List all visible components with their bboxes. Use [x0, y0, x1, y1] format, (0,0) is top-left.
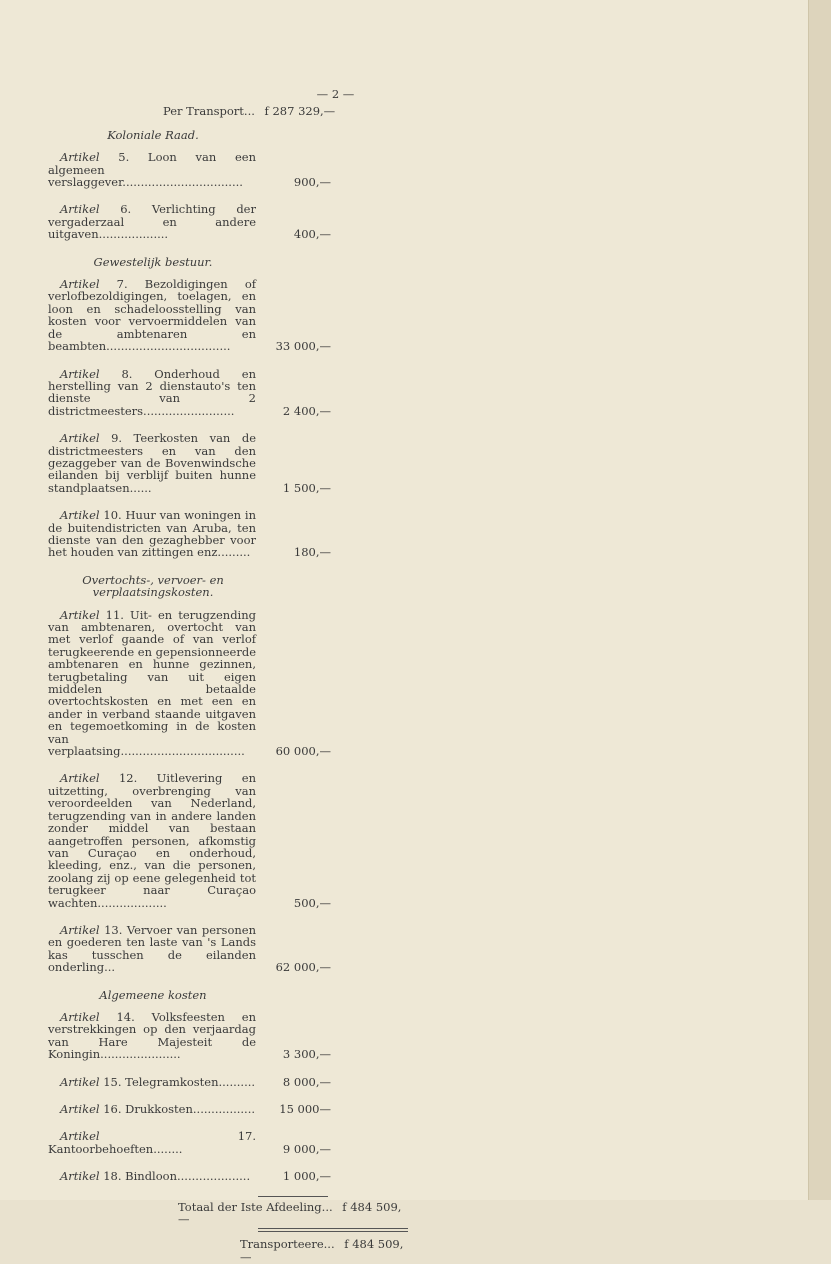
transporteere-label: Transporteere... — [240, 1237, 335, 1252]
article-amount: 2 400,— — [282, 403, 331, 418]
per-transport-line — [163, 105, 408, 117]
article-entry — [48, 1129, 331, 1156]
article-entry — [48, 922, 331, 975]
article-text — [48, 1170, 256, 1182]
article-entry — [48, 607, 331, 759]
article-label: Artikel — [60, 922, 100, 937]
article-label: Artikel — [60, 277, 100, 292]
article-text — [48, 432, 256, 494]
article-body: 14. Volksfeesten en verstrekkingen op den verjaardag van Hare Majesteit de Koningin...................... — [48, 1009, 257, 1062]
article-entry — [48, 1169, 331, 1184]
article-text — [48, 772, 256, 908]
per-transport-amount: f 287 329,— — [264, 104, 336, 119]
article-label: Artikel — [60, 1102, 100, 1116]
article-entry — [48, 431, 331, 495]
article-amount: 8 000,— — [282, 1074, 331, 1089]
page-number: — 2 — — [316, 87, 355, 101]
article-text — [48, 609, 256, 758]
article-label: Artikel — [60, 508, 100, 523]
article-text — [48, 278, 256, 352]
section-heading: Algemeene kosten — [99, 987, 207, 1002]
article-entry — [48, 1074, 331, 1089]
article-body: 9. Teerkosten van de districtmeesters en van den gezaggeber van de Bovenwindsche eilanden bij verblijf buiten hunne standplaatsen...... — [48, 431, 256, 495]
article-entry — [48, 508, 331, 560]
article-body: 12. Uitlevering en uitzetting, overbrenging van veroordeelden van Nederland, terugzending van in andere landen zonder middel van bestaan aangetroffen personen, afkomstig van Curaçao en onderhoud, kleeding, enz., van die personen, zoolang zij op eene gelegenheid tot terugkeer naar Curaçao wachten................... — [48, 771, 256, 910]
transporteere-amount: f 484 509,— — [240, 1237, 404, 1264]
article-text — [48, 1011, 256, 1061]
section-heading: Koloniale Raad. — [107, 127, 199, 142]
article-entry — [48, 150, 331, 190]
total-amount: f 484 509,— — [178, 1199, 402, 1227]
article-body: 6. Verlichting der vergaderzaal en andere uitgaven................... — [48, 202, 256, 242]
article-entry — [48, 1009, 331, 1062]
article-body: 11. Uit- en terugzending van ambtenaren, overtocht van met verlof gaande of van verlof terugkeerende en gepensionneerde ambtenaren en hunne gezinnen, terugbetaling van uit eigen middelen betaalde overtochtskosten en met een en ander in verband staande uitgaven en tegemoetkoming in de kosten van verplaatsing.................................. — [48, 607, 257, 759]
article-label: Artikel — [60, 1169, 100, 1184]
total-line — [178, 1201, 408, 1226]
article-body: 10. Huur van woningen in de buitendistricten van Aruba, ten dienste van den gezaghebber voor het houden van zittingen enz......... — [48, 508, 256, 560]
budget-sections — [48, 129, 408, 1183]
budget-content — [48, 88, 408, 1263]
article-label: Artikel — [60, 431, 100, 446]
article-text — [48, 1103, 256, 1115]
article-amount: 1 000,— — [282, 1169, 331, 1184]
article-label: Artikel — [60, 202, 100, 217]
article-amount: 62 000,— — [275, 960, 331, 975]
subtotal-rule — [258, 1196, 328, 1197]
article-body: 5. Loon van een algemeen verslaggever................................. — [48, 150, 257, 190]
article-text — [48, 203, 256, 240]
article-amount: 15 000— — [279, 1102, 331, 1116]
article-text — [48, 924, 256, 974]
article-body: 16. Drukkosten................. — [103, 1102, 256, 1116]
total-double-rule — [258, 1228, 408, 1232]
page-edge — [808, 0, 831, 1200]
article-amount: 1 500,— — [282, 480, 331, 495]
section-heading: Gewestelijk bestuur. — [93, 254, 213, 269]
article-amount: 60 000,— — [275, 744, 331, 759]
article-entry — [48, 202, 331, 242]
article-label: Artikel — [60, 1129, 100, 1144]
article-amount: 180,— — [293, 545, 331, 560]
article-amount: 500,— — [293, 895, 331, 910]
article-amount: 900,— — [293, 175, 331, 190]
article-entry — [48, 1102, 331, 1116]
article-body: 13. Vervoer van personen en goederen ten laste van 's Lands kas tusschen de eilanden onderling... — [48, 922, 256, 975]
article-text — [48, 151, 256, 188]
per-transport-label: Per Transport... — [163, 104, 255, 119]
article-entry — [48, 277, 331, 354]
total-label: Totaal der Iste Afdeeling... — [178, 1199, 333, 1214]
article-label: Artikel — [60, 771, 100, 786]
article-body: 7. Bezoldigingen of verlofbezoldigingen, toelagen, en loon en schadeloosstelling van kosten voor vervoermiddelen van de ambtenaren en beambten.................................. — [48, 277, 256, 354]
article-label: Artikel — [60, 1074, 100, 1089]
article-body: 18. Bindloon.................... — [103, 1169, 251, 1184]
article-text — [48, 509, 256, 559]
article-amount: 3 300,— — [282, 1047, 331, 1062]
article-entry — [48, 366, 331, 418]
article-label: Artikel — [60, 607, 100, 622]
transporteere-line — [240, 1238, 408, 1263]
article-amount: 33 000,— — [275, 339, 331, 354]
article-amount: 9 000,— — [282, 1141, 331, 1156]
article-label: Artikel — [60, 366, 100, 381]
article-label: Artikel — [60, 1009, 100, 1024]
article-body: 15. Telegramkosten.......... — [103, 1074, 256, 1089]
article-amount: 400,— — [293, 227, 331, 242]
article-body: 8. Onderhoud en herstelling van 2 dienstauto's ten dienste van 2 districtmeesters......................... — [48, 366, 257, 418]
section-heading: Overtochts-, vervoer- en verplaatsingskosten. — [82, 572, 224, 600]
article-label: Artikel — [60, 150, 100, 165]
article-text — [48, 368, 256, 418]
article-entry — [48, 771, 331, 910]
article-text — [48, 1076, 256, 1088]
article-text — [48, 1130, 256, 1155]
article-body: 17. Kantoorbehoeften........ — [48, 1129, 256, 1156]
